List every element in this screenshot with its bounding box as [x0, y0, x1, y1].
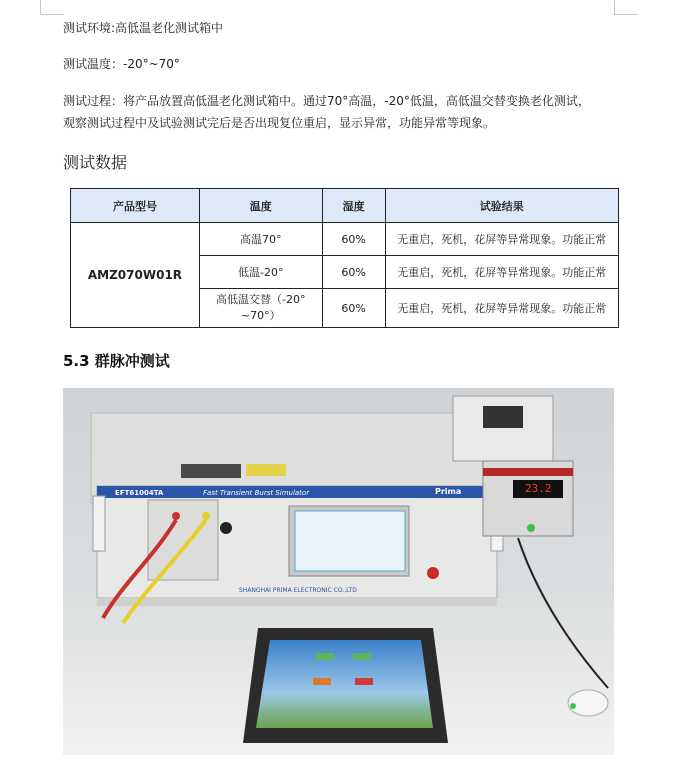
table-header-row [71, 189, 619, 223]
photo-illustration [63, 388, 614, 755]
table-row [71, 223, 619, 256]
header-temperature: 温度 [199, 189, 322, 223]
corner-mark-top-left [40, 0, 41, 14]
temperature-cell [199, 289, 322, 328]
temperature-probe [568, 690, 608, 716]
eft-test-photo [63, 388, 614, 755]
humidity-cell: 60% [322, 256, 385, 289]
test-temperature: 测试温度：-20°~70° [63, 57, 180, 71]
heading-section-5-3: 5.3 群脉冲测试 [63, 352, 170, 370]
temperature-line-1: 高低温交替（-20° [216, 293, 306, 306]
temperature-cell: 高温70° [199, 223, 322, 256]
test-environment: 测试环境:高低温老化测试箱中 [63, 21, 224, 35]
test-data-table [70, 188, 619, 328]
header-result: 试验结果 [385, 189, 618, 223]
model-cell: AMZ070W01R [71, 223, 200, 328]
corner-mark-top-right-h [614, 14, 638, 15]
power-button [427, 567, 439, 579]
heading-test-data: 测试数据 [63, 153, 128, 172]
brand-label: Prima [435, 487, 462, 496]
temperature-cell: 低温-20° [199, 256, 322, 289]
humidity-cell: 60% [322, 223, 385, 256]
device-name-label: Fast Transient Burst Simulator [203, 489, 310, 497]
header-model: 产品型号 [71, 189, 200, 223]
corner-mark-top-right [614, 0, 615, 14]
header-humidity: 湿度 [322, 189, 385, 223]
manufacturer-label: SHANGHAI PRIMA ELECTRONIC CO.,LTD [239, 587, 357, 594]
hmi-touch-panel [243, 628, 448, 743]
psu-reading: 23.2 [525, 482, 552, 495]
test-process-line-1: 测试过程：将产品放置高低温老化测试箱中。通过70°高温，-20°低温，高低温交替变换老化测试， [63, 94, 590, 108]
eft-simulator-device [91, 413, 503, 606]
device-model-label: EFT61004TA [115, 489, 164, 497]
result-cell: 无重启，死机，花屏等异常现象。功能正常 [385, 289, 618, 328]
hmi-screen [256, 640, 433, 728]
temperature-line-2: ~70°） [240, 309, 281, 322]
corner-mark-top-left-h [40, 14, 64, 15]
humidity-cell: 60% [322, 289, 385, 328]
device-screen [295, 511, 405, 571]
result-cell: 无重启，死机，花屏等异常现象。功能正常 [385, 223, 618, 256]
result-cell: 无重启，死机，花屏等异常现象。功能正常 [385, 256, 618, 289]
test-process-line-2: 观察测试过程中及试验测试完后是否出现复位重启，显示异常，功能异常等现象。 [63, 116, 496, 130]
